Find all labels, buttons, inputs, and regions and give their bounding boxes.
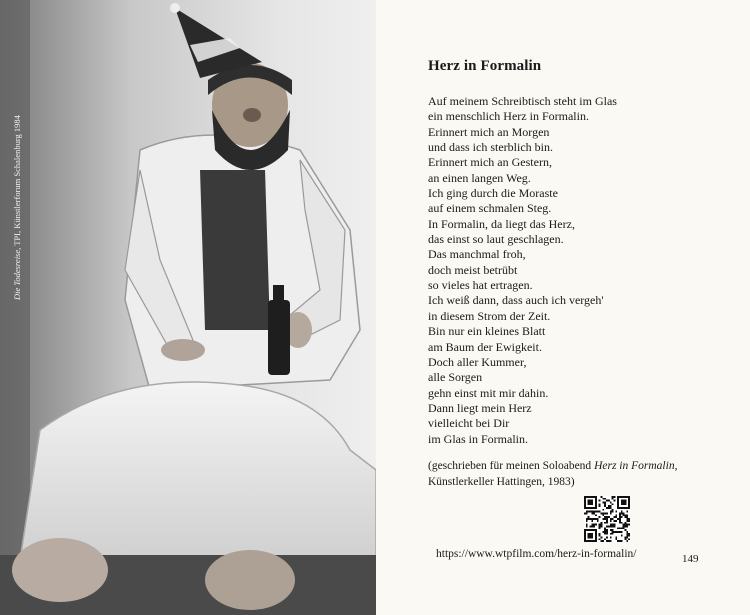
poem-line: Erinnert mich an Gestern, bbox=[428, 155, 552, 170]
poem-line: und dass ich sterblich bin. bbox=[428, 140, 553, 155]
poem-line: alle Sorgen bbox=[428, 370, 483, 385]
note-prefix: (geschrieben für meinen Soloabend bbox=[428, 460, 595, 472]
photo-caption-title: Die Todesreise, bbox=[12, 247, 22, 300]
poem-line: Ich ging durch die Moraste bbox=[428, 186, 558, 201]
poem-line: auf einem schmalen Steg. bbox=[428, 201, 552, 216]
note-show-title: Herz in Formalin bbox=[594, 460, 675, 472]
qr-code bbox=[584, 496, 630, 542]
poem-line: an einen langen Weg. bbox=[428, 170, 531, 185]
poem-line: Doch aller Kummer, bbox=[428, 354, 527, 369]
qr-code-graphic bbox=[584, 496, 630, 542]
poem-line: Das manchmal froh, bbox=[428, 247, 526, 262]
poem-line: Auf meinem Schreibtisch steht im Glas bbox=[428, 94, 617, 108]
poem-title: Herz in Formalin bbox=[428, 58, 542, 74]
photo-caption-credit: TPI, Künstlerforum Schalenburg 1984 bbox=[12, 115, 22, 248]
photo-caption bbox=[12, 40, 22, 300]
note-suffix: , bbox=[674, 460, 678, 472]
poem-line: doch meist betrübt bbox=[428, 262, 518, 277]
poem-line: Ich weiß dann, dass auch ich vergeh' bbox=[428, 293, 604, 308]
poem-line: Erinnert mich an Morgen bbox=[428, 124, 550, 139]
poem-line: gehn einst mit mir dahin. bbox=[428, 385, 549, 400]
poem-line: In Formalin, da liegt das Herz, bbox=[428, 216, 575, 231]
poem-line: im Glas in Formalin. bbox=[428, 431, 528, 446]
poem-line: am Baum der Ewigkeit. bbox=[428, 339, 542, 354]
text-page bbox=[376, 0, 750, 615]
poem-body bbox=[428, 94, 728, 447]
film-link[interactable]: https://www.wtpfilm.com/herz-in-formalin/ bbox=[436, 548, 637, 560]
page-number: 149 bbox=[682, 553, 699, 565]
note-venue: Künstlerkeller Hattingen, 1983) bbox=[428, 475, 575, 488]
poem-line: das einst so laut geschlagen. bbox=[428, 232, 564, 247]
poem-line: in diesem Strom der Zeit. bbox=[428, 308, 551, 323]
poem-line: so vieles hat ertragen. bbox=[428, 278, 533, 293]
poem-line: vielleicht bei Dir bbox=[428, 416, 510, 431]
poem-line: Dann liegt mein Herz bbox=[428, 400, 532, 415]
poem-note bbox=[428, 459, 728, 490]
poem-line: ein menschlich Herz in Formalin. bbox=[428, 109, 589, 124]
poem-line: Bin nur ein kleines Blatt bbox=[428, 324, 546, 339]
